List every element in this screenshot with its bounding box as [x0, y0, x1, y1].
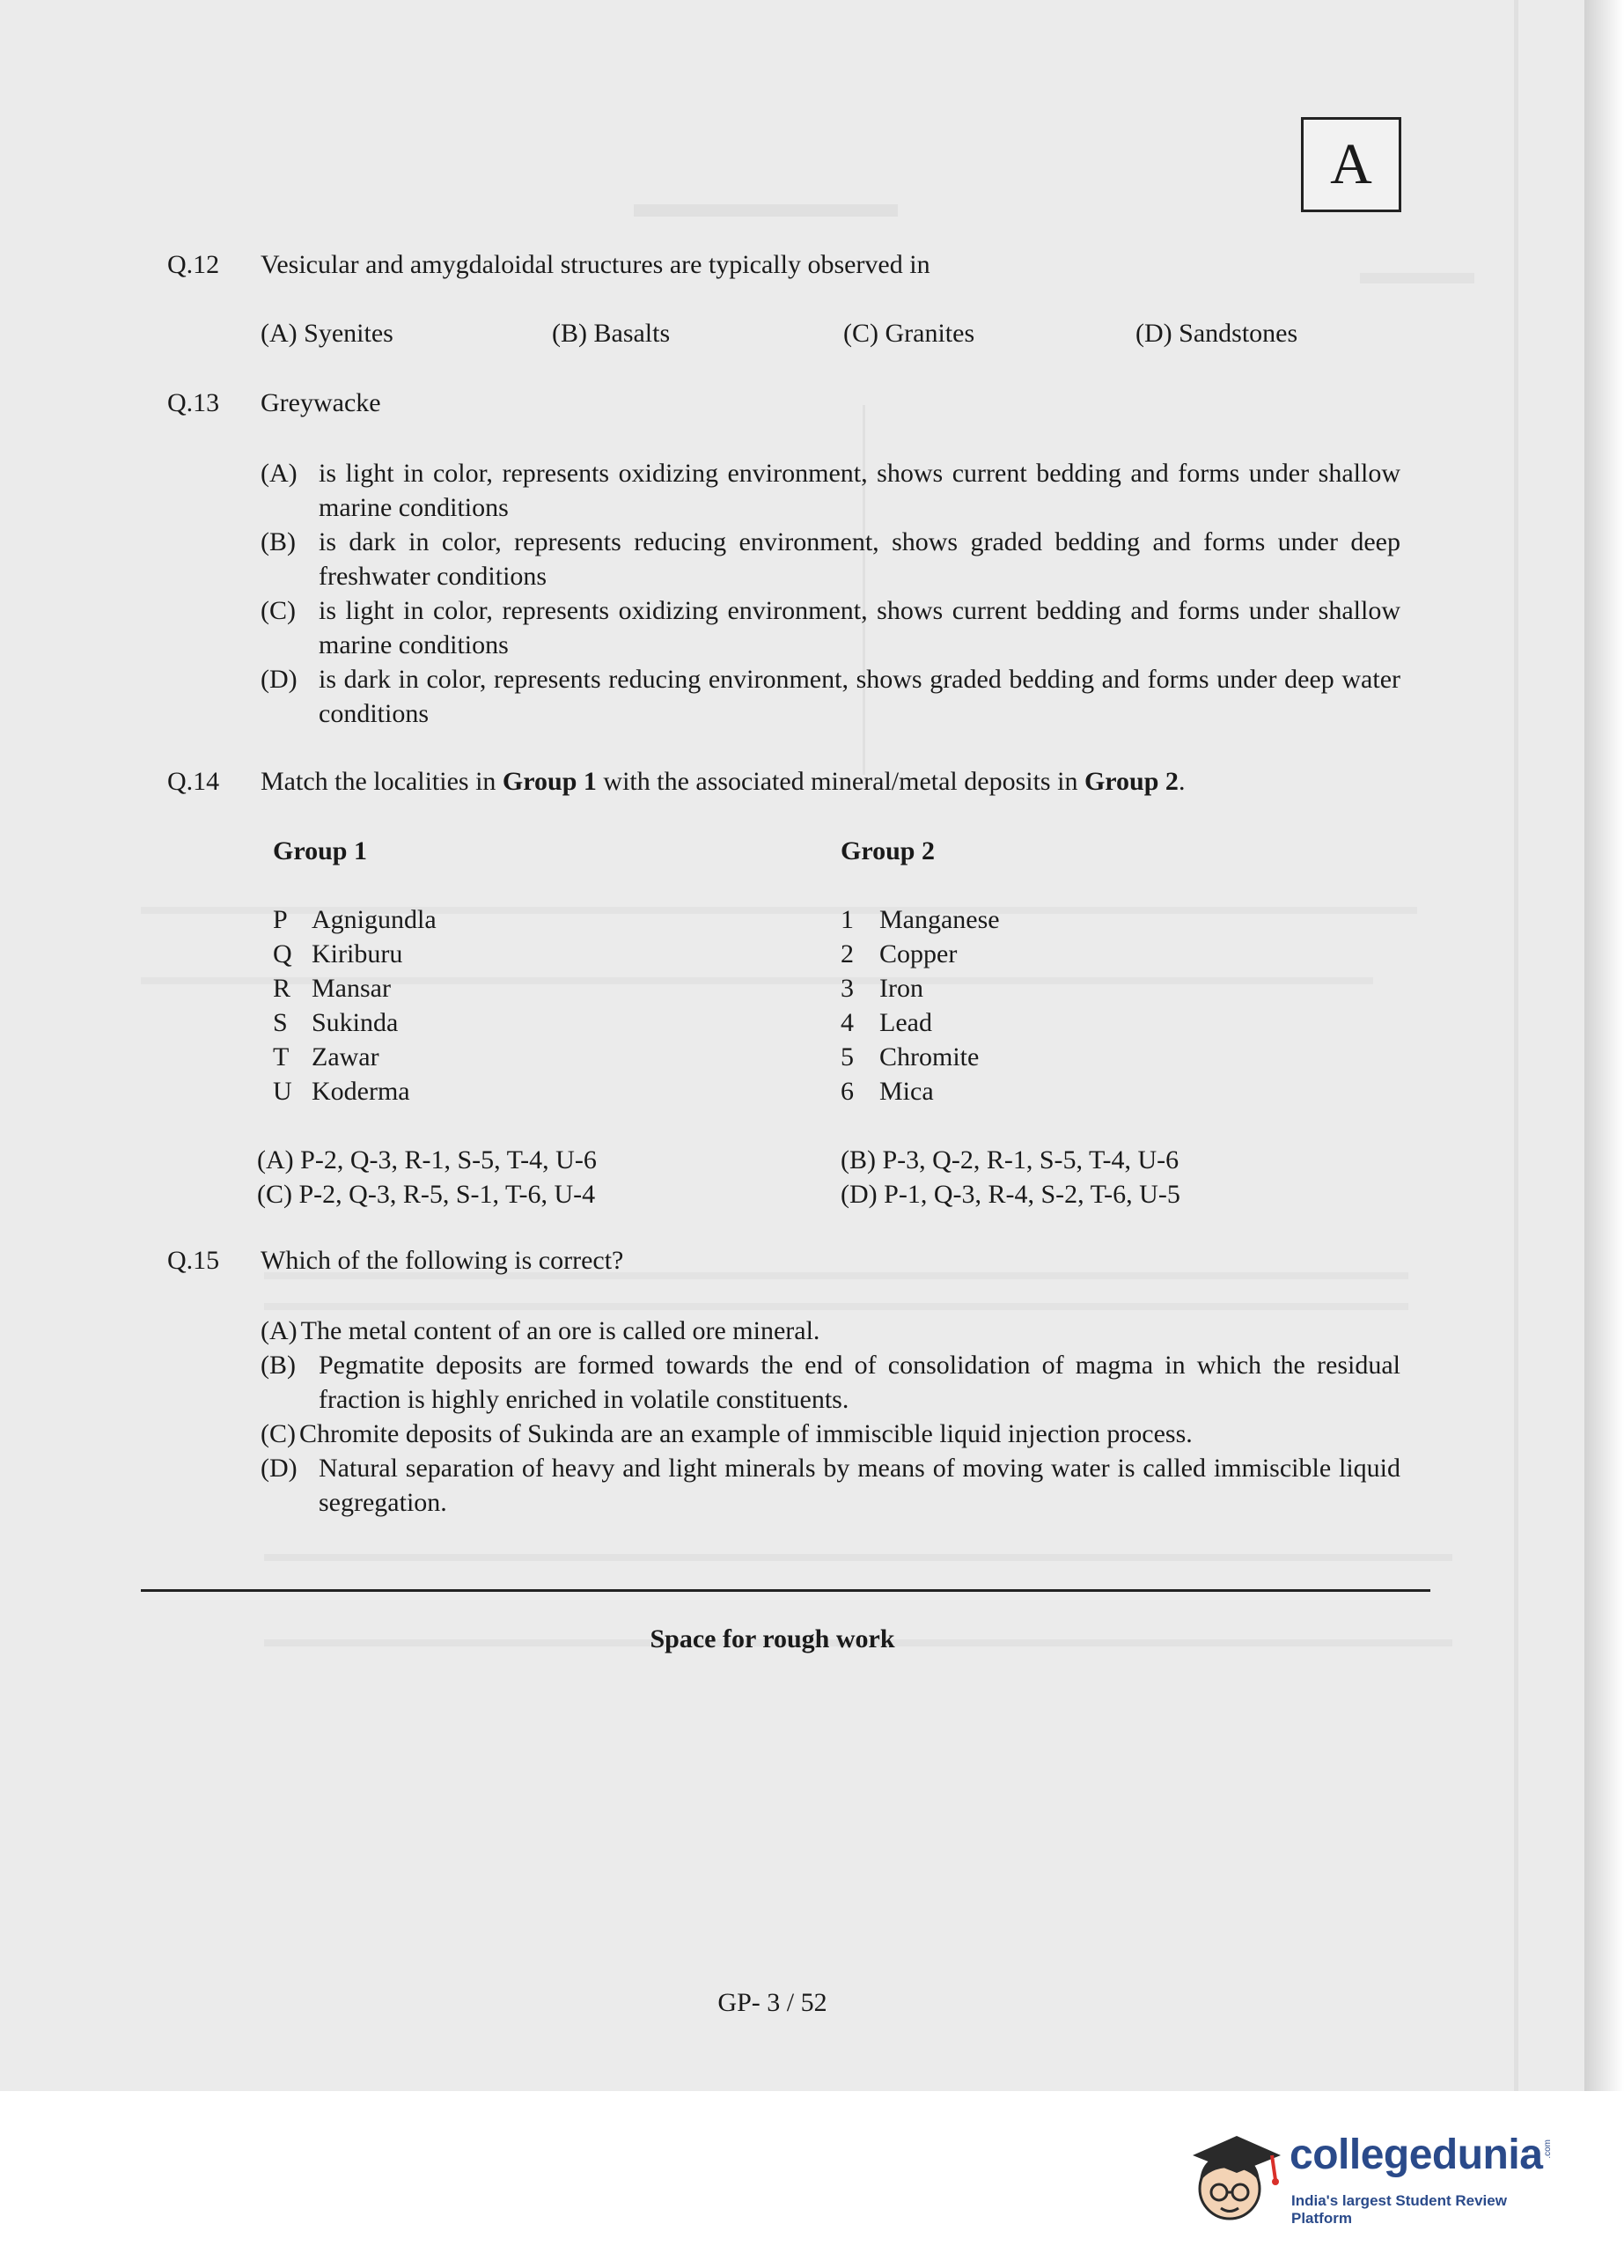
answer-column-right [841, 1143, 1180, 1211]
item-value: Zawar [312, 1042, 379, 1071]
brand-tagline: India's largest Student Review Platform [1291, 2192, 1507, 2227]
question-text-part: with the associated mineral/metal deposits in [596, 767, 1084, 796]
option-list [261, 1314, 1400, 1520]
answer-option-b: (B) P-3, Q-2, R-1, S-5, T-4, U-6 [841, 1145, 1179, 1174]
brand-domain: .com [1543, 2139, 1553, 2159]
item-key: P [273, 905, 288, 934]
option-label: (D) [261, 1454, 298, 1483]
option-text: is dark in color, represents reducing environment, shows graded bedding and forms under deep freshwater conditions [319, 527, 1400, 591]
option-a: (A) Syenites [261, 319, 393, 348]
question-text: Vesicular and amygdaloidal structures are typically observed in [261, 250, 930, 279]
option-b [261, 525, 1400, 593]
option-b [261, 1348, 1400, 1417]
list-item [841, 1040, 1000, 1074]
option-c: (C) Granites [843, 319, 975, 348]
item-value: Mica [879, 1077, 934, 1106]
answer-option-d: (D) P-1, Q-3, R-4, S-2, T-6, U-5 [841, 1180, 1180, 1209]
question-number: Q.13 [167, 388, 220, 417]
option-label: (A) [261, 459, 298, 488]
option-label: (A) [261, 1316, 298, 1345]
item-key: R [273, 974, 291, 1003]
item-value: Agnigundla [312, 905, 437, 934]
option-b: (B) Basalts [552, 319, 671, 348]
item-value: Copper [879, 939, 958, 968]
list-item [273, 971, 437, 1005]
option-d [261, 1451, 1400, 1520]
option-text: Chromite deposits of Sukinda are an example of immiscible liquid injection process. [299, 1419, 1193, 1448]
ghost-line [264, 1303, 1408, 1310]
group2-header: Group 2 [841, 836, 935, 865]
list-item [841, 937, 1000, 971]
question-number: Q.15 [167, 1246, 220, 1275]
page-number: GP- 3 / 52 [717, 1988, 827, 2017]
question-text: Which of the following is correct? [261, 1246, 624, 1275]
option-text: is light in color, represents oxidizing environment, shows current bedding and forms under shallow marine conditions [319, 596, 1400, 659]
answer-option-a: (A) P-2, Q-3, R-1, S-5, T-4, U-6 [257, 1145, 597, 1174]
answer-column-left [257, 1143, 597, 1211]
list-item [841, 971, 1000, 1005]
ghost-line [1360, 273, 1474, 284]
item-key: 1 [841, 905, 854, 934]
item-value: Kiriburu [312, 939, 403, 968]
option-label: (D) [261, 665, 298, 694]
option-c [261, 1417, 1400, 1451]
option-text: Natural separation of heavy and light minerals by means of moving water is called immiscible liquid segregation. [319, 1454, 1400, 1517]
question-number: Q.12 [167, 250, 220, 279]
option-list [261, 456, 1400, 731]
item-key: U [273, 1077, 292, 1106]
item-value: Mansar [312, 974, 391, 1003]
option-text: is dark in color, represents reducing environment, shows graded bedding and forms under deep water conditions [319, 665, 1400, 728]
list-item [841, 902, 1000, 937]
option-label: (C) [261, 596, 296, 625]
item-key: S [273, 1008, 288, 1037]
option-d: (D) Sandstones [1135, 319, 1298, 348]
option-a [261, 456, 1400, 525]
group1-list [273, 834, 437, 1108]
item-key: 5 [841, 1042, 854, 1071]
option-d [261, 662, 1400, 731]
set-code: A [1330, 132, 1372, 196]
question-text [261, 767, 1185, 797]
ghost-rule [1514, 0, 1518, 2091]
option-text: is light in color, represents oxidizing environment, shows current bedding and forms under shallow marine conditions [319, 459, 1400, 522]
item-key: Q [273, 939, 292, 968]
collegedunia-logo [1184, 2129, 1562, 2235]
ghost-line [264, 1554, 1452, 1561]
item-value: Lead [879, 1008, 932, 1037]
option-c [261, 593, 1400, 662]
option-text: Pegmatite deposits are formed towards the end of consolidation of magma in which the residual fraction is highly enriched in volatile constituents. [319, 1351, 1400, 1414]
item-value: Chromite [879, 1042, 980, 1071]
ghost-heading-bar [634, 204, 898, 217]
item-value: Iron [879, 974, 923, 1003]
item-key: 3 [841, 974, 854, 1003]
item-key: 4 [841, 1008, 854, 1037]
question-text: Greywacke [261, 388, 381, 417]
brand-name: collegedunia [1290, 2132, 1543, 2178]
item-key: 2 [841, 939, 854, 968]
list-item [273, 937, 437, 971]
list-item [273, 902, 437, 937]
question-number: Q.14 [167, 767, 220, 796]
option-label: (C) [261, 1419, 296, 1448]
group2-reference: Group 2 [1084, 767, 1179, 796]
scan-edge-shadow [1584, 0, 1624, 2091]
list-item [273, 1074, 437, 1108]
option-label: (B) [261, 1351, 296, 1380]
list-item [841, 1005, 1000, 1040]
item-key: 6 [841, 1077, 854, 1106]
item-value: Sukinda [312, 1008, 399, 1037]
item-value: Koderma [312, 1077, 410, 1106]
list-item [841, 1074, 1000, 1108]
answer-option-c: (C) P-2, Q-3, R-5, S-1, T-6, U-4 [257, 1180, 596, 1209]
option-label: (B) [261, 527, 296, 556]
item-value: Manganese [879, 905, 1000, 934]
question-set-box [1301, 117, 1401, 212]
rough-work-label: Space for rough work [650, 1624, 895, 1653]
question-text-part: . [1178, 767, 1186, 796]
list-item [273, 1040, 437, 1074]
group1-reference: Group 1 [502, 767, 597, 796]
list-item [273, 1005, 437, 1040]
mascot-icon [1184, 2129, 1285, 2235]
group2-list [841, 834, 1000, 1108]
option-a [261, 1314, 1400, 1348]
option-text: The metal content of an ore is called ore mineral. [300, 1316, 820, 1345]
section-divider [141, 1589, 1430, 1592]
question-text-part: Match the localities in [261, 767, 503, 796]
item-key: T [273, 1042, 290, 1071]
group1-header: Group 1 [273, 836, 367, 865]
